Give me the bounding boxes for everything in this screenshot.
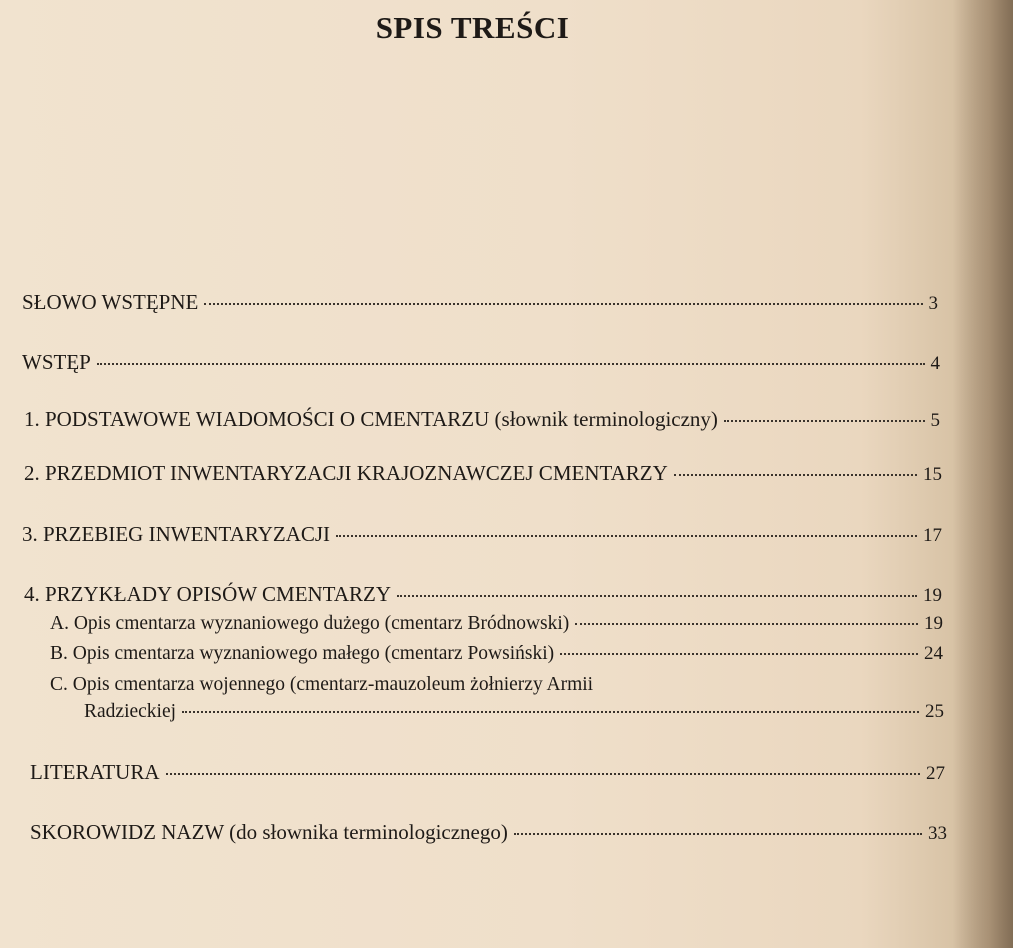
dot-leader (97, 363, 925, 365)
toc-page-number: 3 (928, 293, 938, 314)
toc-page-number: 27 (926, 763, 945, 784)
toc-page-number: 17 (923, 525, 942, 546)
dot-leader (575, 623, 918, 625)
toc-subentry-c-line1: C. Opis cmentarza wojennego (cmentarz-mauzoleum żołnierzy Armii (50, 674, 594, 695)
toc-entry-label: 2. PRZEDMIOT INWENTARYZACJI KRAJOZNAWCZEJ CMENTARZY (24, 461, 668, 485)
dot-leader (182, 711, 919, 713)
toc-entry-chapter-3 (22, 522, 942, 547)
toc-entry-chapter-4 (24, 582, 942, 607)
toc-page-number: 25 (925, 701, 944, 722)
dot-leader (560, 653, 918, 655)
page-title: SPIS TREŚCI (375, 10, 570, 45)
dot-leader (514, 833, 922, 835)
dot-leader (204, 303, 922, 305)
toc-subentry-b (50, 643, 943, 665)
toc-entry-label: LITERATURA (30, 760, 160, 784)
toc-entry-label: 3. PRZEBIEG INWENTARYZACJI (22, 522, 331, 546)
toc-entry-label: 1. PODSTAWOWE WIADOMOŚCI O CMENTARZU (słownik terminologiczny) (24, 407, 718, 431)
toc-page-number: 4 (930, 353, 940, 374)
toc-entry-label: A. Opis cmentarza wyznaniowego dużego (cmentarz Bródnowski) (50, 613, 570, 634)
toc-page-number: 19 (923, 585, 942, 606)
dot-leader (397, 595, 917, 597)
toc-page-number: 33 (928, 823, 947, 844)
toc-entry-literatura (30, 760, 945, 785)
toc-page-number: 24 (924, 643, 943, 664)
toc-entry-slowo-wstepne (22, 290, 938, 315)
toc-entry-chapter-2 (24, 461, 942, 486)
toc-entry-skorowidz (30, 820, 947, 845)
dot-leader (336, 535, 917, 537)
dot-leader (674, 474, 917, 476)
toc-subentry-a (50, 613, 943, 635)
book-spine-shadow (953, 0, 1013, 948)
dot-leader (166, 773, 921, 775)
toc-page-number: 5 (930, 410, 940, 431)
dot-leader (724, 420, 925, 422)
toc-page-number: 19 (924, 613, 943, 634)
toc-entry-label: SKOROWIDZ NAZW (do słownika terminologicznego) (30, 820, 508, 844)
toc-entry-label: Radzieckiej (84, 701, 177, 722)
toc-entry-wstep (22, 350, 940, 375)
toc-entry-label: WSTĘP (22, 350, 91, 374)
toc-entry-chapter-1 (24, 407, 940, 432)
toc-entry-label: 4. PRZYKŁADY OPISÓW CMENTARZY (24, 582, 391, 606)
toc-entry-label: B. Opis cmentarza wyznaniowego małego (cmentarz Powsiński) (50, 643, 555, 664)
toc-page-number: 15 (923, 464, 942, 485)
toc-subentry-c (84, 701, 944, 723)
toc-entry-label: SŁOWO WSTĘPNE (22, 290, 199, 314)
